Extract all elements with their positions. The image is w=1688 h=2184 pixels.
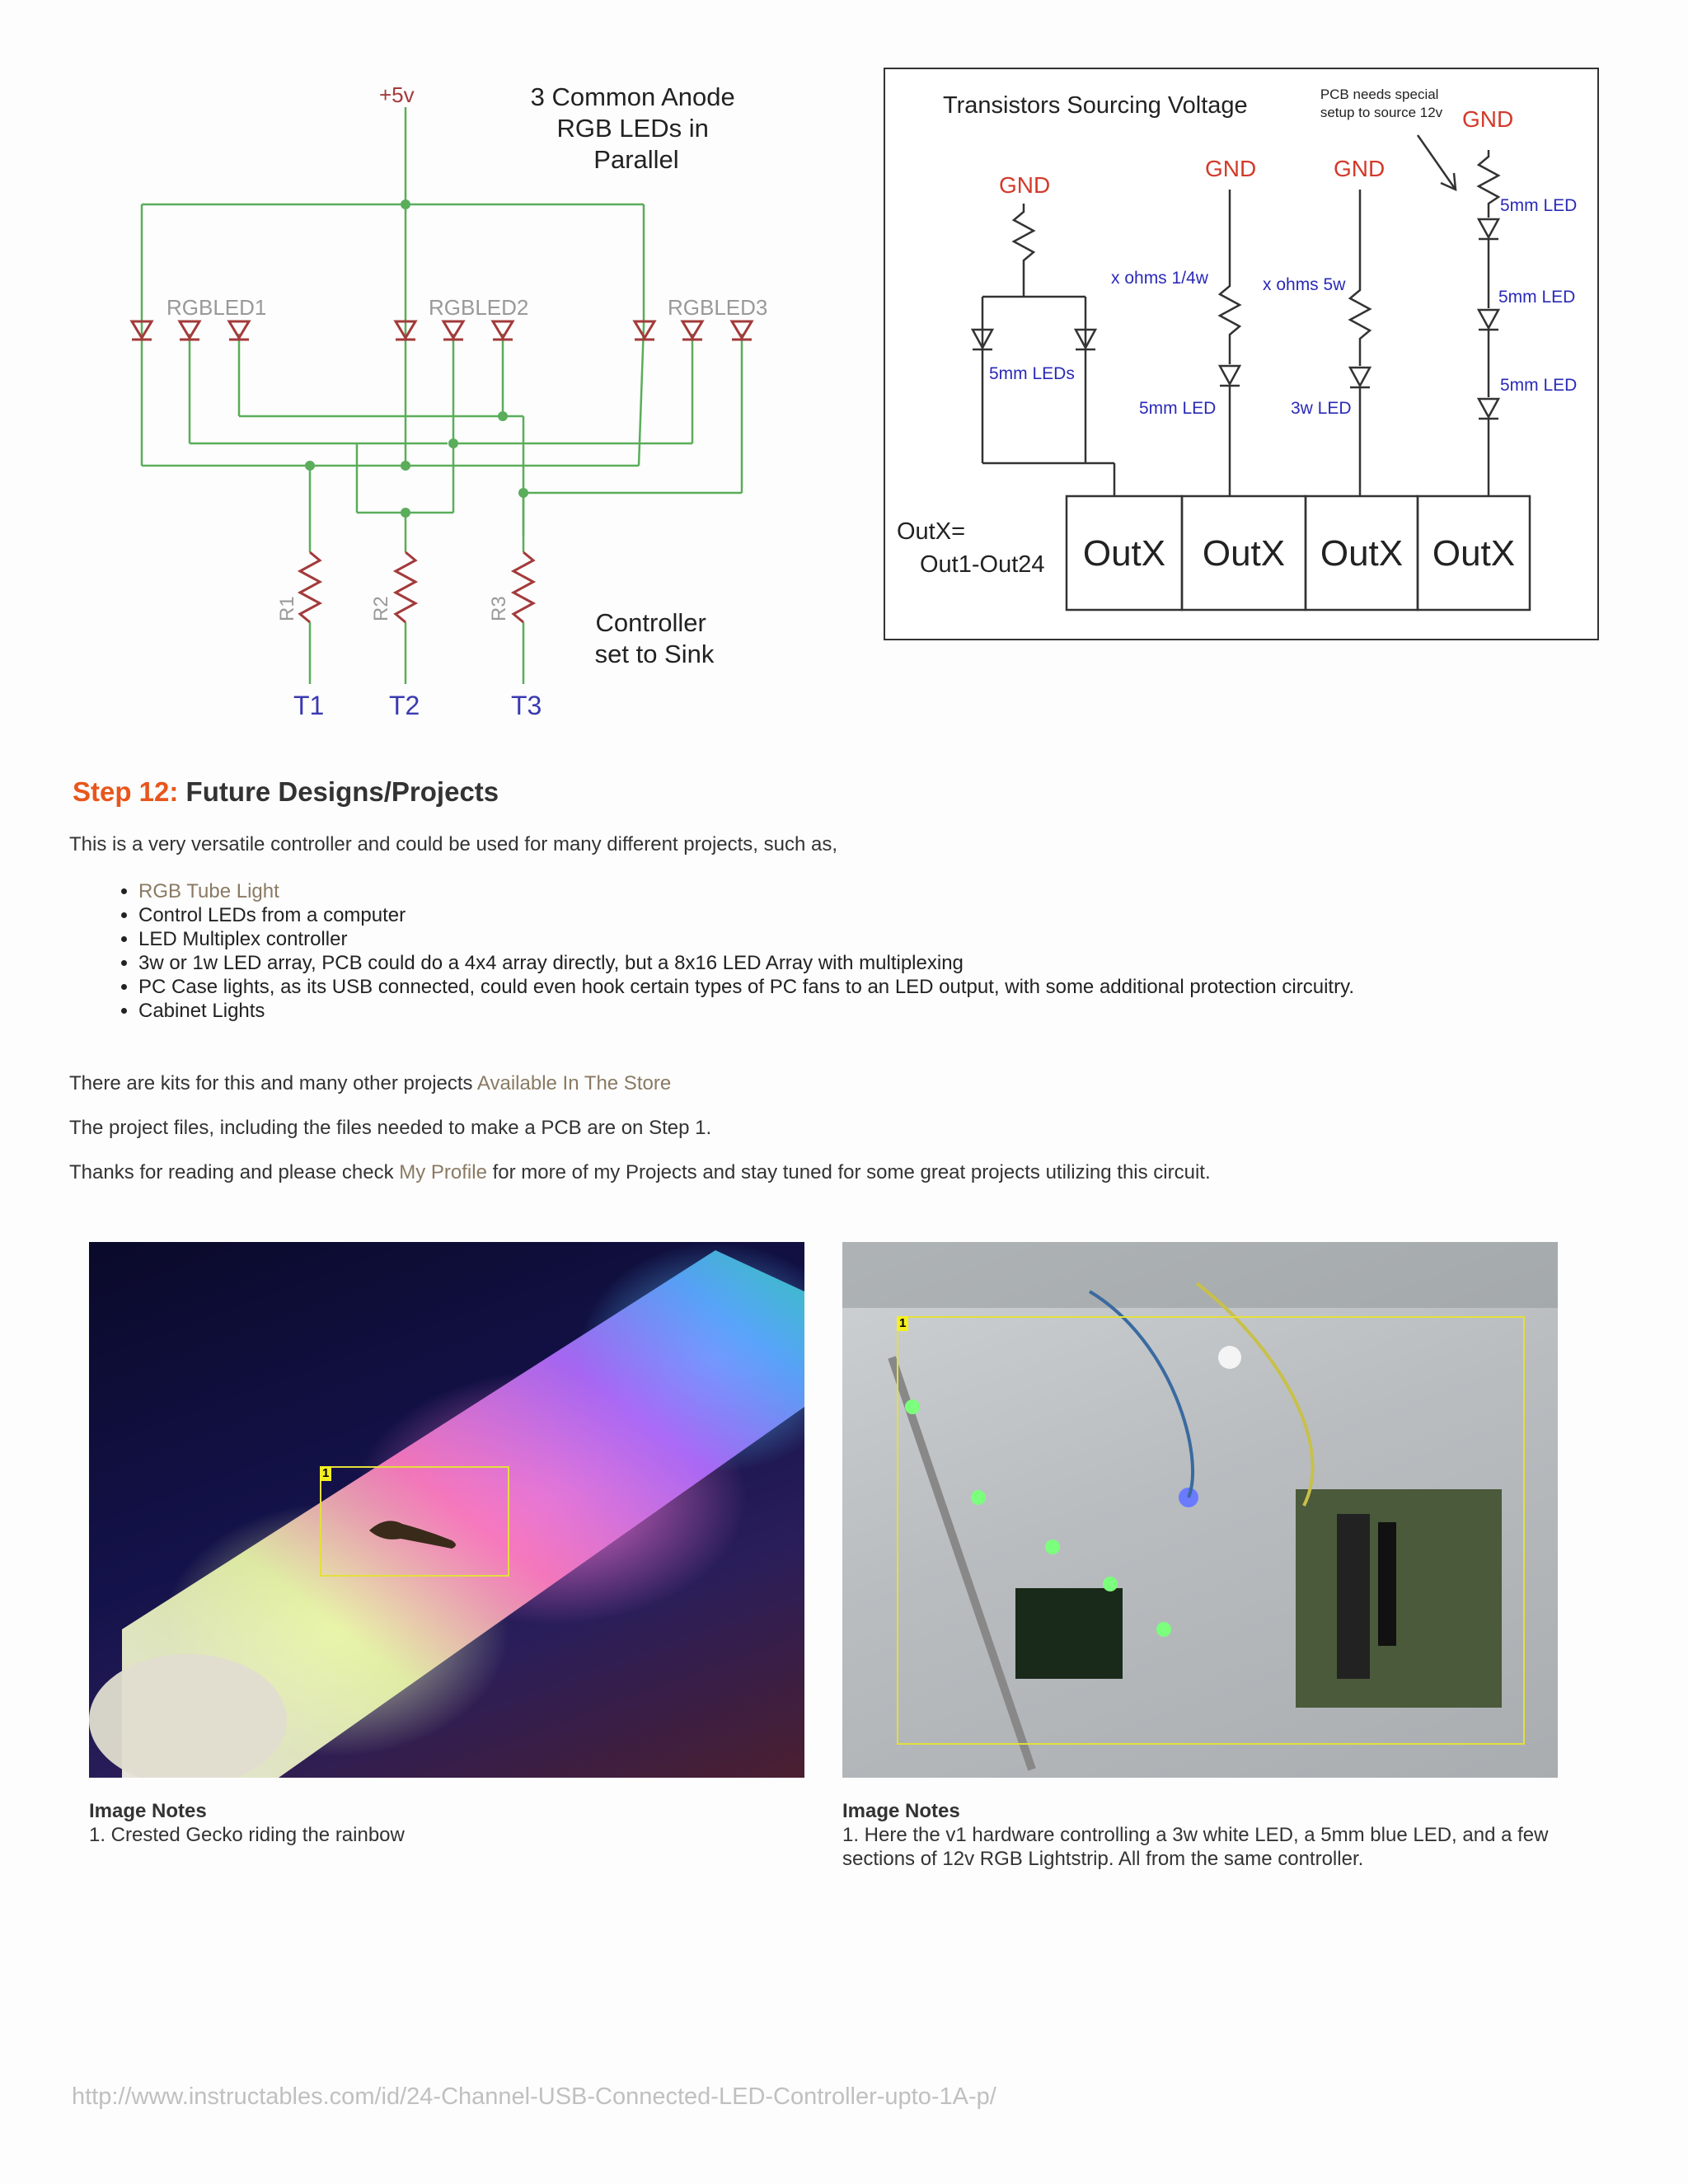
label-5mm-led-col2: 5mm LED: [1139, 399, 1217, 418]
list-item: • Control LEDs from a computer: [138, 903, 1354, 927]
image-note-text: 1. Here the v1 hardware controlling a 3w white LED, a 5mm blue LED, and a few sections of 12v RGB Lightstrip. All from the same controller.: [842, 1824, 1549, 1870]
output-label-1: OutX: [1082, 533, 1166, 574]
label-res-5w: x ohms 5w: [1263, 275, 1346, 294]
label-3w-led: 3w LED: [1291, 399, 1352, 418]
label-res-quarter: x ohms 1/4w: [1111, 269, 1208, 288]
image-notes-title: Image Notes: [89, 1800, 207, 1822]
label-5mm-led-mid: 5mm LED: [1498, 288, 1576, 307]
step-number: Step 12:: [73, 776, 179, 807]
note-tag: 1: [320, 1466, 331, 1481]
resistor-label-1: R1: [276, 596, 298, 621]
label-5mm-leds: 5mm LEDs: [989, 364, 1075, 383]
outx-eq-label: OutX=: [897, 518, 966, 545]
output-label-4: OutX: [1432, 533, 1516, 574]
thanks-paragraph: Thanks for reading and please check My Profile for more of my Projects and stay tuned for some great projects utilizing this circuit.: [69, 1161, 1211, 1183]
store-link[interactable]: Available In The Store: [476, 1072, 672, 1094]
right-schematic-title: Transistors Sourcing Voltage: [943, 92, 1248, 119]
image-note-text: 1. Crested Gecko riding the rainbow: [89, 1824, 405, 1846]
list-item[interactable]: [138, 879, 1354, 903]
outx-range-label: Out1-Out24: [920, 551, 1045, 578]
svg-text:3 Common Anode RGB LEDs in: [531, 82, 743, 174]
label-5mm-led-bot: 5mm LED: [1500, 376, 1578, 395]
photo-rgb-tube-gecko[interactable]: [89, 1242, 804, 1778]
footer-url[interactable]: http://www.instructables.com/id/24-Channel-USB-Connected-LED-Controller-upto-1A-p/: [72, 2083, 996, 2110]
pcb-note-line-1: PCB needs special: [1320, 87, 1439, 102]
schematic-transistors-sourcing: [884, 68, 1599, 640]
schematic-title-line-2: RGB LEDs in: [556, 114, 709, 143]
step-heading: [73, 776, 499, 808]
led-label-1: RGBLED1: [166, 295, 267, 320]
svg-text:Controller set to Sink: [595, 608, 715, 668]
step-title: Future Designs/Projects: [185, 776, 499, 807]
resistor-label-2: R2: [370, 596, 392, 621]
profile-link[interactable]: My Profile: [399, 1161, 487, 1183]
list-item: • PC Case lights, as its USB connected, could even hook certain types of PC fans to an LED output, with some additional protection circuitry.: [138, 975, 1354, 999]
gnd-label-4: GND: [1462, 106, 1514, 132]
list-item: • Cabinet Lights: [138, 999, 1354, 1023]
photo-hardware-controller[interactable]: [842, 1242, 1558, 1778]
image-notes-title: Image Notes: [842, 1800, 960, 1822]
intro-paragraph: This is a very versatile controller and could be used for many different projects, such as,: [69, 833, 838, 855]
supply-label: +5v: [379, 82, 415, 107]
schematic-rgb-parallel: [99, 74, 783, 733]
files-paragraph: The project files, including the files needed to make a PCB are on Step 1.: [69, 1117, 712, 1139]
terminal-label-3: T3: [511, 691, 542, 720]
resistor-label-3: R3: [488, 596, 510, 621]
project-list: [107, 879, 1354, 1023]
gnd-label-1: GND: [999, 172, 1051, 198]
led-label-2: RGBLED2: [429, 295, 529, 320]
image-notes-left: [89, 1799, 798, 1847]
schematic-title-line-3: Parallel: [593, 145, 679, 174]
output-label-2: OutX: [1202, 533, 1286, 574]
note-tag: 1: [897, 1316, 908, 1331]
led-label-3: RGBLED3: [668, 295, 768, 320]
output-label-3: OutX: [1320, 533, 1404, 574]
schematic-title-line-1: 3 Common Anode: [530, 82, 735, 111]
label-5mm-led-top: 5mm LED: [1500, 196, 1578, 215]
image-note-marker[interactable]: [897, 1316, 1525, 1745]
image-notes-right: [842, 1799, 1584, 1871]
rgb-tube-light-link[interactable]: RGB Tube Light: [138, 880, 279, 902]
kits-paragraph: There are kits for this and many other projects Available In The Store: [69, 1072, 672, 1094]
list-item: • LED Multiplex controller: [138, 927, 1354, 951]
controller-note-line-2: set to Sink: [594, 640, 715, 668]
pcb-note-line-2: setup to source 12v: [1320, 105, 1443, 120]
terminal-label-2: T2: [389, 691, 420, 720]
gnd-label-3: GND: [1334, 156, 1386, 181]
controller-note-line-1: Controller: [595, 608, 706, 637]
image-note-marker[interactable]: [320, 1466, 509, 1577]
terminal-label-1: T1: [293, 691, 325, 720]
gnd-label-2: GND: [1205, 156, 1257, 181]
list-item: • 3w or 1w LED array, PCB could do a 4x4 array directly, but a 8x16 LED Array with multiplexing: [138, 951, 1354, 975]
